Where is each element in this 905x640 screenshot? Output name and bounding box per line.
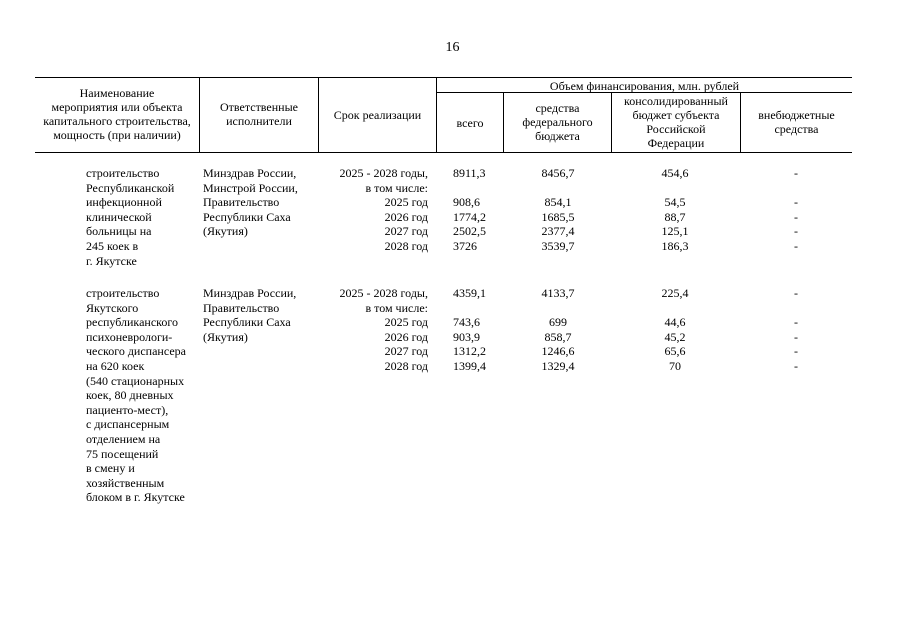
header-name: Наименование мероприятия или объекта капитального строительства, мощность (при наличии) bbox=[43, 86, 191, 142]
header-total: всего bbox=[456, 116, 484, 130]
header-executors: Ответственные исполнители bbox=[220, 100, 298, 128]
row1-executors: Минздрав России, Минстрой России, Правительство Республики Саха (Якутия) bbox=[203, 166, 298, 239]
row1-period: 2025 - 2028 годы, в том числе: 2025 год 2026 год 2027 год 2028 год bbox=[339, 166, 428, 253]
row1-federal: 8456,7 854,1 1685,5 2377,4 3539,7 bbox=[541, 166, 575, 253]
header-federal: средства федерального бюджета bbox=[522, 101, 593, 143]
row2-executors: Минздрав России, Правительство Республики Саха (Якутия) bbox=[203, 286, 297, 344]
row1-total: 8911,3 908,6 1774,2 2502,5 3726 bbox=[453, 166, 486, 253]
row1-extrabudget: - - - - - bbox=[794, 166, 798, 253]
header-period: Срок реализации bbox=[333, 108, 422, 122]
row1-name: строительство Республиканской инфекционной клинической больницы на 245 коек в г. Якутске bbox=[86, 166, 175, 268]
page-number: 16 bbox=[445, 40, 460, 55]
header-bottom-rule bbox=[35, 152, 852, 153]
row2-federal: 4133,7 699 858,7 1246,6 1329,4 bbox=[541, 286, 575, 373]
row2-total: 4359,1 743,6 903,9 1312,2 1399,4 bbox=[453, 286, 486, 373]
header-funding-group: Объем финансирования, млн. рублей bbox=[549, 79, 740, 93]
row2-name: строительство Якутского республиканского психоневрологи- ческого диспансера на 620 коек (540 стационарных коек, 80 дневных пациенто-мест), с диспансерным отделением на 75 посещений в смену и хозяйственным блоком в г. Якутске bbox=[86, 286, 186, 505]
row2-period: 2025 - 2028 годы, в том числе: 2025 год 2026 год 2027 год 2028 год bbox=[339, 286, 428, 373]
header-regional: консолидированный бюджет субъекта Российской Федерации bbox=[624, 94, 728, 150]
row2-regional: 225,4 44,6 45,2 65,6 70 bbox=[661, 286, 689, 373]
row2-extrabudget: - - - - - bbox=[794, 286, 798, 373]
row1-regional: 454,6 54,5 88,7 125,1 186,3 bbox=[661, 166, 689, 253]
header-extrabudget: внебюджетные средства bbox=[758, 108, 835, 136]
table-top-rule bbox=[35, 77, 852, 78]
